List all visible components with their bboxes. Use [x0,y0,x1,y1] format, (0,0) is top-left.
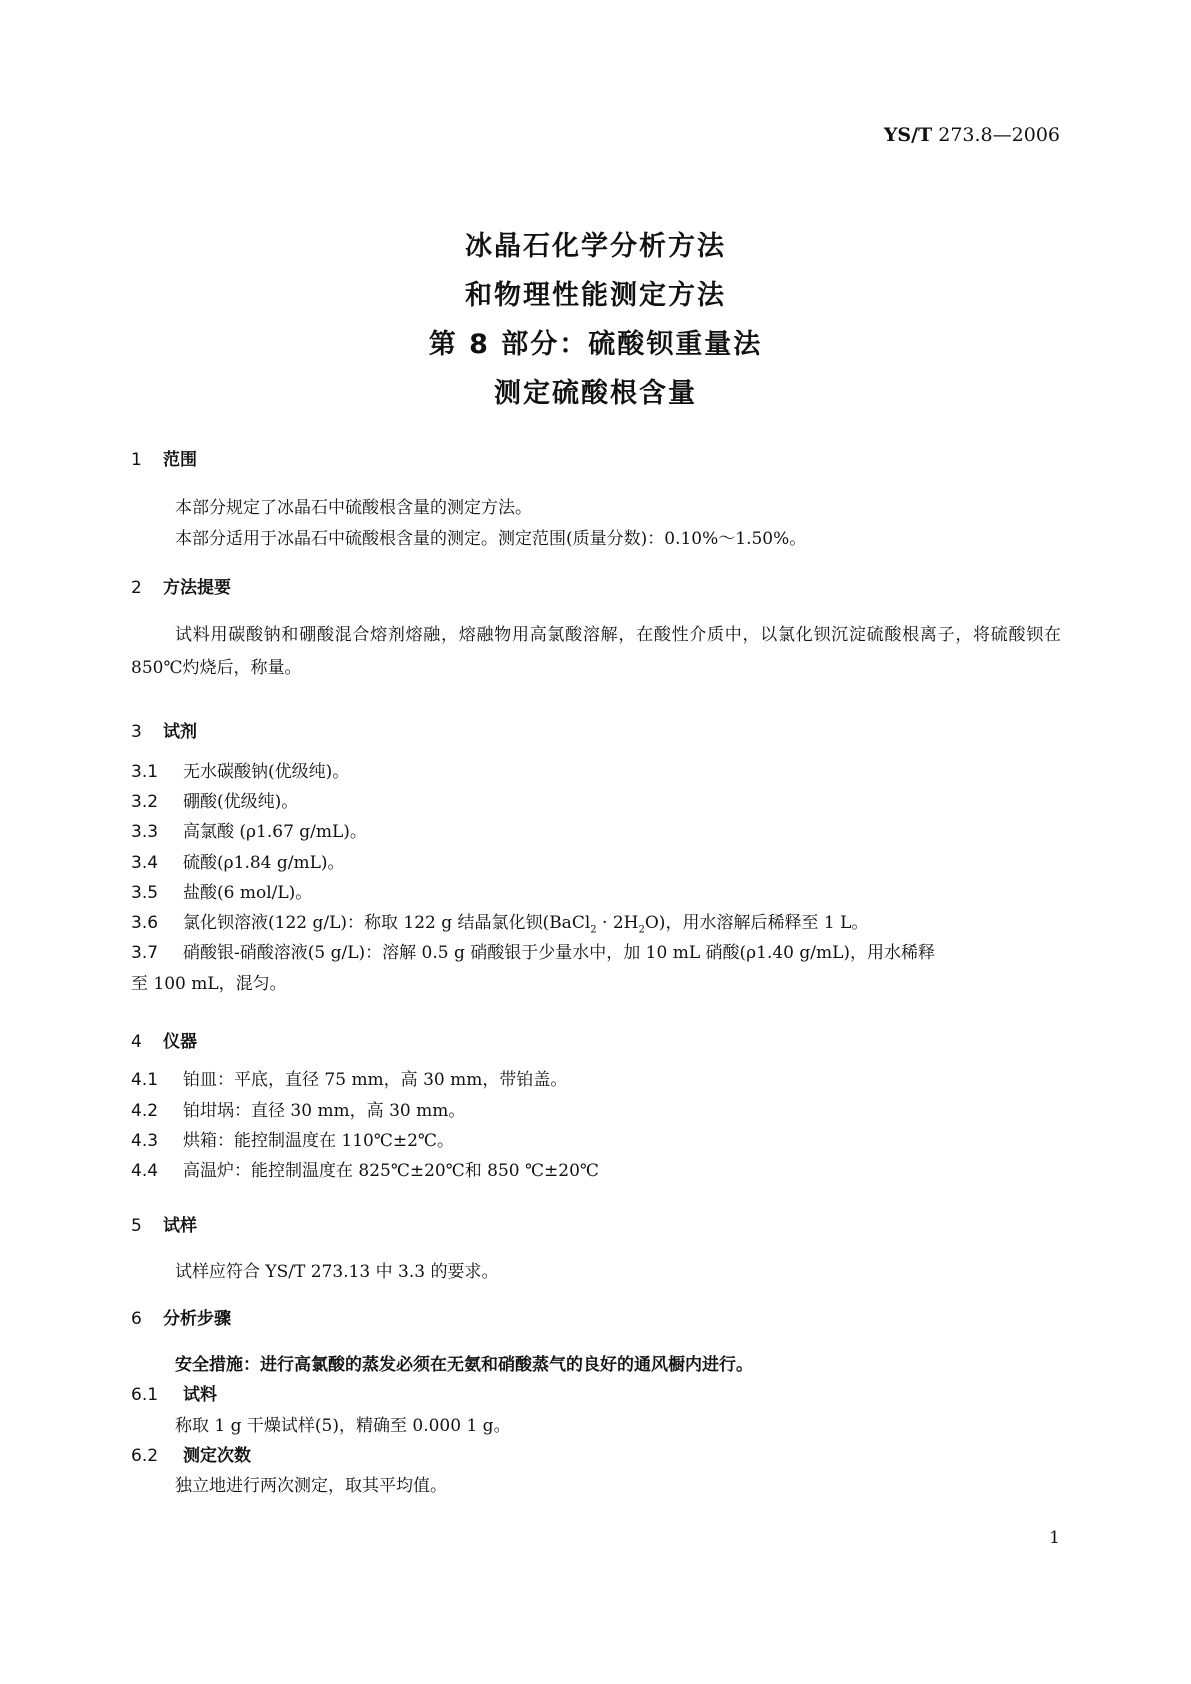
item-number: 4.1 [131,1070,159,1090]
subsection-title: 试料 [183,1385,217,1405]
subsection-6-2-heading [131,1441,251,1466]
item-number: 3.7 [131,943,159,963]
section-title: 试样 [163,1216,197,1236]
item-text: 盐酸(6 mol/L)。 [183,883,313,903]
item-number: 3.5 [131,883,159,903]
item-number: 3.1 [131,762,159,782]
item-text: 硝酸银-硝酸溶液(5 g/L)：溶解 0.5 g 硝酸银于少量水中，加 10 mL 硝酸(ρ1.40 g/mL)，用水稀释 [183,943,936,963]
item-text: 高氯酸 (ρ1.67 g/mL)。 [183,822,367,842]
section-title: 方法提要 [163,578,231,598]
list-item [131,878,1061,909]
paragraph: 试料用碳酸钠和硼酸混合熔剂熔融，熔融物用高氯酸溶解，在酸性介质中，以氯化钡沉淀硫酸根离子，将硫酸钡在 850℃灼烧后，称量。 [131,625,1061,678]
section-title: 仪器 [163,1032,197,1052]
section-title: 分析步骤 [163,1309,231,1329]
item-text: O)，用水溶解后稀释至 1 L。 [644,913,869,933]
item-number: 4.4 [131,1161,159,1181]
title-line-2: 和物理性能测定方法 [465,280,726,311]
item-number: 4.3 [131,1131,159,1151]
section-2-heading [131,573,231,598]
section-title: 试剂 [163,722,197,742]
section-number: 6 [131,1309,142,1329]
document-title [0,222,1191,418]
paragraph: 试样应符合 YS/T 273.13 中 3.3 的要求。 [175,1262,499,1282]
section-6-heading [131,1304,231,1329]
list-item-continuation: 至 100 mL，混匀。 [131,974,287,994]
list-item [131,1065,1061,1096]
item-text: 高温炉：能控制温度在 825℃±20℃和 850 ℃±20℃ [183,1161,599,1181]
item-number: 3.2 [131,792,159,812]
title-line-4: 测定硫酸根含量 [494,378,697,409]
item-text: · 2H [596,913,639,933]
item-text: 氯化钡溶液(122 g/L)：称取 122 g 结晶氯化钡(BaCl [183,913,591,933]
list-item [131,1126,1061,1157]
item-text: 铂坩埚：直径 30 mm，高 30 mm。 [183,1101,466,1121]
item-text: 烘箱：能控制温度在 110℃±2℃。 [183,1131,454,1151]
paragraph: 独立地进行两次测定，取其平均值。 [175,1476,447,1496]
list-item [131,817,1061,848]
standard-code-prefix: YS/T [883,124,933,146]
section-number: 1 [131,450,142,470]
item-number: 3.6 [131,913,159,933]
list-item [131,757,1061,788]
section-number: 5 [131,1216,142,1236]
subsection-number: 6.2 [131,1446,159,1466]
list-item [131,848,1061,879]
section-number: 2 [131,578,142,598]
section-3-heading [131,717,197,742]
item-text: 无水碳酸钠(优级纯)。 [183,762,350,782]
item-number: 3.3 [131,822,159,842]
subscript: 2 [590,924,597,936]
subscript: 2 [638,924,645,936]
title-line-3: 第 8 部分：硫酸钡重量法 [428,329,763,360]
section-title: 范围 [163,450,197,470]
item-number: 4.2 [131,1101,159,1121]
list-item [131,787,1061,818]
paragraph: 本部分规定了冰晶石中硫酸根含量的测定方法。 [175,498,532,518]
safety-note: 安全措施：进行高氯酸的蒸发必须在无氨和硝酸蒸气的良好的通风橱内进行。 [175,1355,753,1375]
list-item [131,1096,1061,1127]
page-number: 1 [1049,1528,1060,1548]
paragraph: 称取 1 g 干燥试样(5)，精确至 0.000 1 g。 [175,1416,511,1436]
item-text: 硼酸(优级纯)。 [183,792,299,812]
paragraph: 本部分适用于冰晶石中硫酸根含量的测定。测定范围(质量分数)：0.10%～1.50%。 [175,529,807,549]
item-number: 3.4 [131,853,159,873]
section-4-heading [131,1027,197,1052]
item-text: 硫酸(ρ1.84 g/mL)。 [183,853,345,873]
standard-code [884,124,1060,146]
subsection-title: 测定次数 [183,1446,251,1466]
section-number: 3 [131,722,142,742]
list-item [131,938,1061,969]
title-line-1: 冰晶石化学分析方法 [465,231,726,262]
section-1-heading [131,445,197,470]
item-text: 铂皿：平底，直径 75 mm，高 30 mm，带铂盖。 [183,1070,568,1090]
section-5-heading [131,1211,197,1236]
section-number: 4 [131,1032,142,1052]
subsection-number: 6.1 [131,1385,159,1405]
subsection-6-1-heading [131,1380,217,1405]
standard-code-number: 273.8—2006 [932,124,1060,146]
list-item [131,1156,1061,1187]
